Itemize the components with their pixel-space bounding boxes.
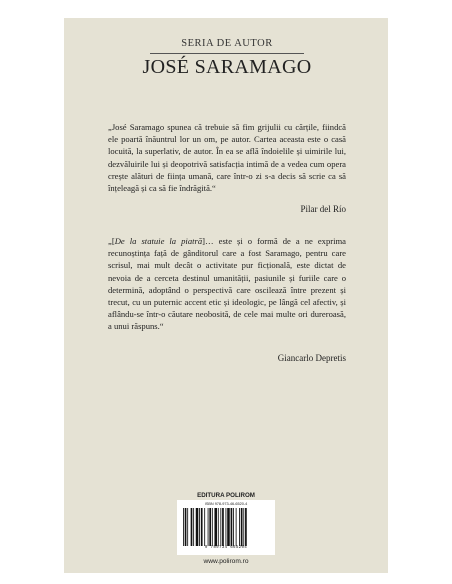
quote-body: ]… este și o formă de a ne exprima recunoștința față de gânditorul care a fost Saramago, pentru care scrisul, mai mult decât o activitate pur ficțională, este dictat de nevoia de a cerceta destinul umanității, pasiunile și furiile care o determină, adoptând o perspectivă care oscilează între prezent și trecut, cu un puternic accent etic și ideologic, pe lângă cel afectiv, și aflându-se într-o căutare neobosită, de cele mai multe ori dureroasă, a unui răspuns.“ (108, 236, 346, 332)
author-name: JOSÉ SARAMAGO (142, 56, 312, 78)
book-title-italic: De la statuie la piatră (114, 236, 203, 246)
quote-open: „[ (108, 236, 115, 246)
signature-pilar-del-rio: Pilar del Río (300, 204, 346, 214)
barcode-block (177, 500, 275, 555)
signature-giancarlo-depretis: Giancarlo Depretis (277, 353, 346, 363)
series-label: SERIA DE AUTOR (181, 38, 273, 49)
isbn-text: ISBN 978-973-46-6520-4 (204, 502, 248, 506)
quote-pilar-del-rio: „José Saramago spunea că trebuie să fim grijulii cu cărțile, fiindcă ele poartă înăuntrul lor un om, pe autor. Cartea aceasta este o casă locuită, la superlativ, de autor. În ea se află îndoielile și uimirile lui, dezvăluirile lui și deopotrivă satisfacția intimă de a vedea cum opera crește alături de ființa umană, care într-o zi s-a decis să scrie ca să înțeleagă și ca să fie îndrăgită.“ (108, 122, 346, 194)
publisher-website: www.polirom.ro (203, 558, 249, 565)
barcode-icon (183, 508, 269, 546)
ean-digits: 9 789734 665204 (204, 546, 248, 550)
publisher-name: EDITURA POLIROM (197, 492, 255, 499)
quote-giancarlo-depretis (108, 235, 346, 333)
title-divider (150, 53, 304, 54)
back-cover (64, 18, 388, 573)
